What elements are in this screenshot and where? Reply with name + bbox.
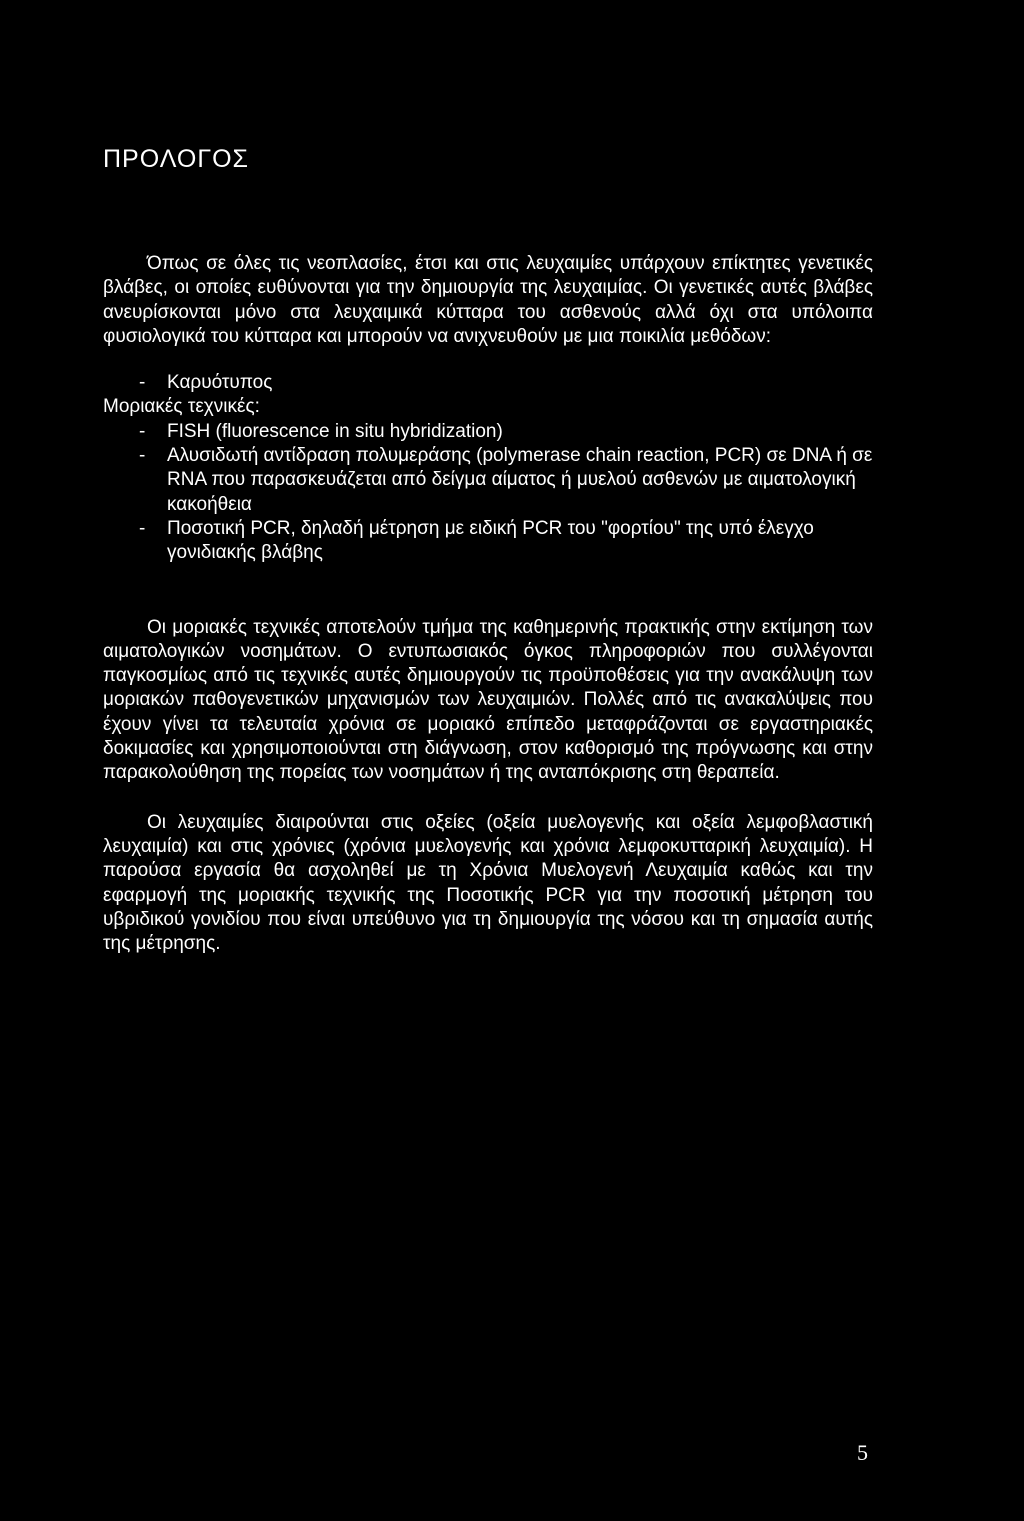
list-item-text: Ποσοτική PCR, δηλαδή μέτρηση με ειδική PCR του "φορτίου" της υπό έλεγχο γονιδιακής βλάβης [167,517,814,564]
body-paragraph: Οι λευχαιμίες διαιρούνται στις οξείες (οξεία μυελογενής και οξεία λεμφοβλαστική λευχαιμία) και στις χρόνιες (χρόνια μυελογενής και χρόνια λεμφοκυτταρική λευχαιμία). Η παρούσα εργασία θα ασχοληθεί με τη Χρόνια Μυελογενή Λευχαιμία καθώς και την εφαρμογή της μοριακής τεχνικής της Ποσοτικής PCR για την ποσοτική μέτρηση του υβριδικού γονιδίου που είναι υπεύθυνο για τη δημιουργία της νόσου και τη σημασία αυτής της μέτρησης. [103,811,873,955]
list-dash: - [139,420,146,442]
molecular-technique-list [103,420,873,566]
list-dash: - [139,372,146,394]
method-list [103,371,873,395]
list-item [103,444,873,517]
list-item [103,371,873,395]
list-item-text: FISH (fluorescence in situ hybridization) [167,420,503,442]
list-item [103,420,873,444]
list-dash: - [139,445,146,467]
page-number: 5 [857,1440,868,1465]
page-title: ΠΡΟΛΟΓΟΣ [103,145,250,173]
list-item-text: Αλυσιδωτή αντίδραση πολυμεράσης (polymerase chain reaction, PCR) σε DNA ή σε RNA που παρασκευάζεται από δείγμα αίματος ή μυελού ασθενών με αιματολογική κακοήθεια [167,445,873,515]
list-item-text: Καρυότυπος [167,372,273,394]
list-item [103,517,873,566]
body-paragraph: Οι μοριακές τεχνικές αποτελούν τμήμα της καθημερινής πρακτικής στην εκτίμηση των αιματολογικών νοσημάτων. Ο εντυπωσιακός όγκος πληροφοριών που συλλέγονται παγκοσμίως από τις τεχνικές αυτές δημιουργούν τις προϋποθέσεις για την ανακάλυψη των μοριακών παθογενετικών μηχανισμών των λευχαιμιών. Πολλές από τις ανακαλύψεις που έχουν γίνει τα τελευταία χρόνια σε μοριακό επίπεδο μεταφράζονται σε εργαστηριακές δοκιμασίες και χρησιμοποιούνται στη διάγνωση, στον καθορισμό της πρόγνωσης και στην παρακολούθηση της πορείας των νοσημάτων ή της ανταπόκρισης στη θεραπεία. [103,616,873,784]
intro-paragraph: Όπως σε όλες τις νεοπλασίες, έτσι και στις λευχαιμίες υπάρχουν επίκτητες γενετικές βλάβες, οι οποίες ευθύνονται για την δημιουργία της λευχαιμίας. Οι γενετικές αυτές βλάβες ανευρίσκονται μόνο στα λευχαιμικά κύτταρα του ασθενούς αλλά όχι στα υπόλοιπα φυσιολογικά του κύτταρα και μπορούν να ανιχνευθούν με μια ποικιλία μεθόδων: [103,253,873,347]
list-dash: - [139,517,146,539]
document-body [103,252,873,956]
molecular-techniques-heading: Μοριακές τεχνικές: [103,396,260,418]
